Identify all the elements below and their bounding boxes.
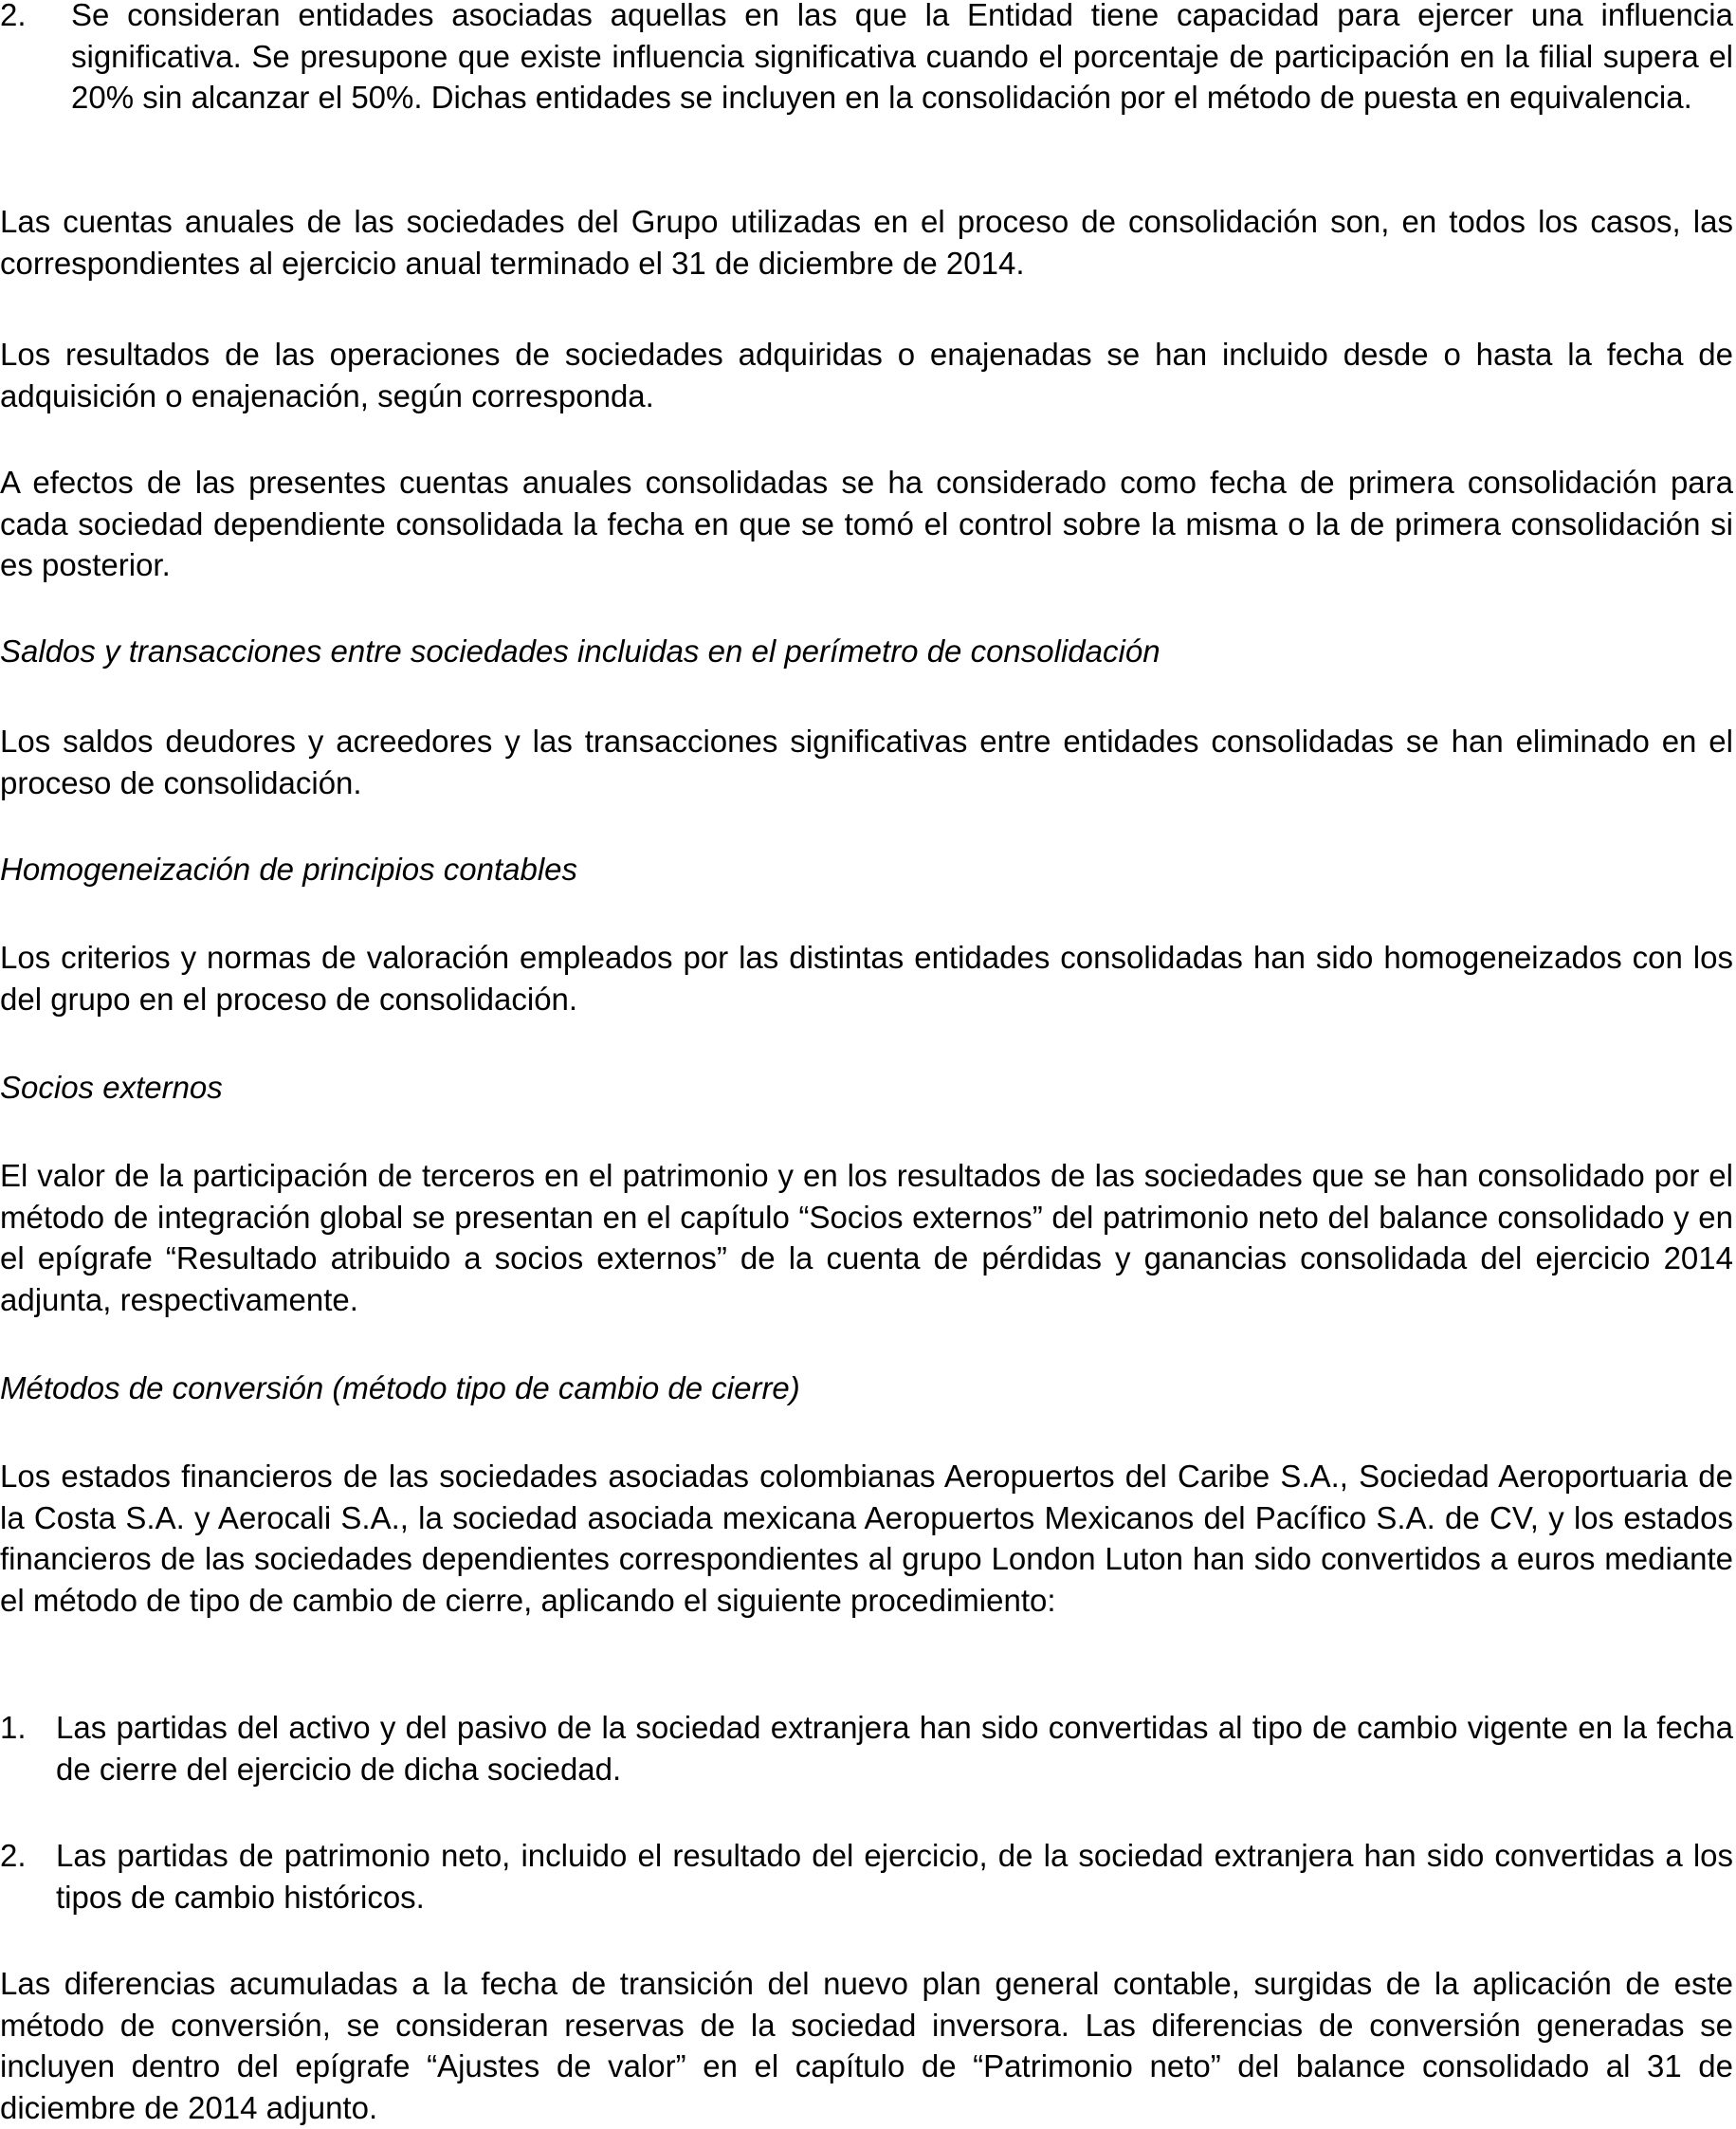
list-number: 2.: [0, 0, 27, 32]
list-number: 2.: [0, 1838, 27, 1873]
list-text: Las partidas de patrimonio neto, incluido el resultado del ejercicio, de la sociedad extranjera han sido convertidas a los tipos de cambio históricos.: [56, 1838, 1733, 1915]
paragraph-accumulated-differences: Las diferencias acumuladas a la fecha de transición del nuevo plan general contable, surgidas de la aplicación de este método de conversión, se consideran reservas de la sociedad inversora. Las diferencias de conversión generadas se incluyen dentro del epígrafe “Ajustes de valor” en el capítulo de “Patrimonio neto” del balance consolidado al 31 de diciembre de 2014 adjunto.: [0, 1966, 1733, 2125]
paragraph-financial-statements: Los estados financieros de las sociedades asociadas colombianas Aeropuertos del Caribe S.A., Sociedad Aeroportuaria de la Costa S.A. y Aerocali S.A., la sociedad asociada mexicana Aeropuertos Mexicanos del Pacífico S.A. de CV, y los estados financieros de las sociedades dependientes correspondientes al grupo London Luton han sido convertidos a euros mediante el método de tipo de cambio de cierre, aplicando el siguiente procedimiento:: [0, 1459, 1733, 1618]
paragraph-results: Los resultados de las operaciones de sociedades adquiridas o enajenadas se han incluido desde o hasta la fecha de adquisición o enajenación, según corresponda.: [0, 337, 1733, 413]
paragraph-homogenization: Los criterios y normas de valoración empleados por las distintas entidades consolidadas han sido homogeneizados con los del grupo en el proceso de consolidación.: [0, 940, 1733, 1017]
paragraph-annual-accounts: Las cuentas anuales de las sociedades del Grupo utilizadas en el proceso de consolidación son, en todos los casos, las correspondientes al ejercicio anual terminado el 31 de diciembre de 2014.: [0, 204, 1733, 281]
list-text: Se consideran entidades asociadas aquellas en las que la Entidad tiene capacidad para ejercer una influencia significativa. Se presupone que existe influencia significativa cuando el porcentaje de participación en la filial supera el 20% sin alcanzar el 50%. Dichas entidades se incluyen en la consolidación por el método de puesta en equivalencia.: [71, 0, 1733, 115]
paragraph-external-partners: El valor de la participación de terceros en el patrimonio y en los resultados de las sociedades que se han consolidado por el método de integración global se presentan en el capítulo “Socios externos” del patrimonio neto del balance consolidado y en el epígrafe “Resultado atribuido a socios externos” de la cuenta de pérdidas y ganancias consolidada del ejercicio 2014 adjunta, respectivamente.: [0, 1158, 1733, 1317]
heading-conversion-methods: Métodos de conversión (método tipo de cambio de cierre): [0, 1370, 800, 1405]
list-number: 1.: [0, 1710, 27, 1745]
heading-balances-transactions: Saldos y transacciones entre sociedades incluidas en el perímetro de consolidación: [0, 633, 1160, 669]
heading-external-partners: Socios externos: [0, 1070, 223, 1105]
paragraph-first-consolidation: A efectos de las presentes cuentas anuales consolidadas se ha considerado como fecha de primera consolidación para cada sociedad dependiente consolidada la fecha en que se tomó el control sobre la misma o la de primera consolidación si es posterior.: [0, 465, 1733, 582]
list-text: Las partidas del activo y del pasivo de la sociedad extranjera han sido convertidas al tipo de cambio vigente en la fecha de cierre del ejercicio de dicha sociedad.: [56, 1710, 1733, 1787]
heading-homogenization: Homogeneización de principios contables: [0, 852, 578, 887]
paragraph-balances: Los saldos deudores y acreedores y las transacciones significativas entre entidades consolidadas se han eliminado en el proceso de consolidación.: [0, 724, 1733, 800]
